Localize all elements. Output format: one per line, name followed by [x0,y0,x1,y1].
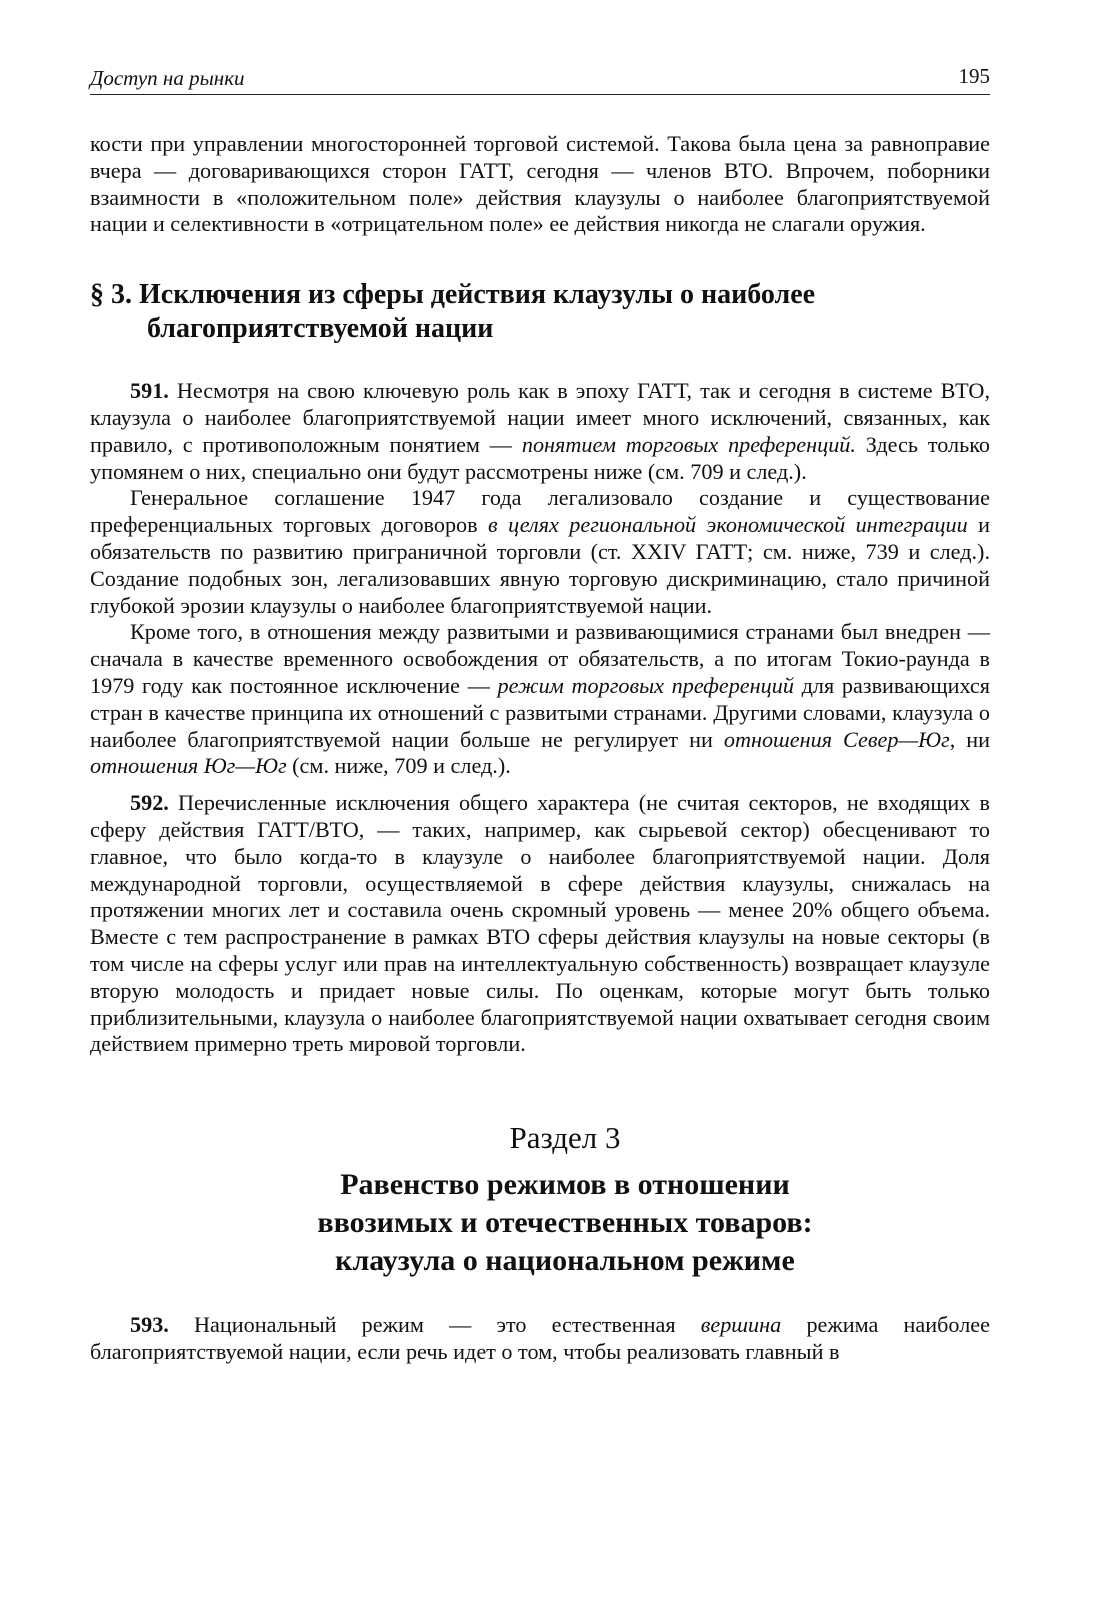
emphasis: отношения Север—Юг [723,726,950,752]
part-label: Раздел 3 [509,1120,621,1156]
paragraph-593: 593. Национальный режим — это естественная вершина режима наиболее благоприятствуемой нации, если речь идет о том, чтобы реализовать главный в [90,1312,990,1364]
paragraph-besides: Кроме того, в отношения между развитыми и развивающимися странами был внедрен — сначала в качестве временного освобождения от обязательств, а по итогам Токио-раунда в 1979 году как постоянное исключение — режим торговых преференций для развивающихся стран в качестве принципа их отношений с развитыми странами. Другими словами, клаузула о наиболее благоприятствуемой нации больше не регулирует ни отношения Север—Юг, ни отношения Юг—Юг (см. ниже, 709 и след.). [90,619,990,779]
paragraph-number: 591. [130,378,169,404]
paragraph-number: 592. [130,790,169,816]
emphasis: отношения Юг—Юг [90,753,287,779]
paragraph-general-agreement: Генеральное соглашение 1947 года легализовало создание и существование преференциальных торговых договоров в целях региональной экономической интеграции и обязательств по развитию приграничной торговли (ст. XXIV ГАТТ; см. ниже, 739 и след.). Создание подобных зон, легализовавших явную торговую дискриминацию, стало причиной глубокой эрозии клаузулы о наиболее благоприятствуемой нации. [90,485,990,618]
running-title: Доступ на рынки [90,66,245,90]
paragraph-number: 593. [130,1312,169,1338]
running-header [90,60,990,95]
paragraph-592: 592. Перечисленные исключения общего характера (не считая секторов, не входящих в сферу действия ГАТТ/ВТО, — таких, например, как сырьевой сектор) обесценивают то главное, что было когда-то в клаузуле о наиболее благоприятствуемой нации. Доля международной торговли, осуществляемой в сфере действия клаузулы, снижалась на протяжении многих лет и составила очень скромный уровень — менее 20% общего объема. Вместе с тем распространение в рамках ВТО сферы действия клаузулы на новые секторы (в том числе на сферы услуг или прав на интеллектуальную собственность) возвращает клаузуле вторую молодость и придает новые силы. По оценкам, которые могут быть только приблизительными, клаузула о наиболее благоприятствуемой нации охватывает сегодня своим действием примерно треть мировой торговли. [90,790,990,1057]
section-heading: § 3. Исключения из сферы действия клаузулы о наиболее благоприятствуемой нации [90,279,816,345]
part-title: Равенство режимов в отношении ввозимых и отечественных товаров: клаузула о национальном режиме [317,1168,813,1278]
emphasis: понятием торговых преференций. [521,431,856,457]
emphasis: в целях региональной экономической интеграции [488,512,968,538]
emphasis: вершина [700,1312,782,1338]
book-page [90,60,990,1366]
page-number: 195 [958,64,990,88]
emphasis: режим торговых преференций [497,672,794,698]
intro-paragraph: кости при управлении многосторонней торговой системой. Такова была цена за равноправие вчера — договаривающихся сторон ГАТТ, сегодня — членов ВТО. Впрочем, поборники взаимности в «положительном поле» действия клаузулы о наиболее благоприятствуемой нации и селективности в «отрицательном поле» ее действия никогда не слагали оружия. [90,131,990,237]
paragraph-591: 591. Несмотря на свою ключевую роль как в эпоху ГАТТ, так и сегодня в системе ВТО, клаузула о наиболее благоприятствуемой нации имеет много исключений, связанных, как правило, с противоположным понятием — понятием торговых преференций. Здесь только упомянем о них, специально они будут рассмотрены ниже (см. 709 и след.). [90,378,990,484]
